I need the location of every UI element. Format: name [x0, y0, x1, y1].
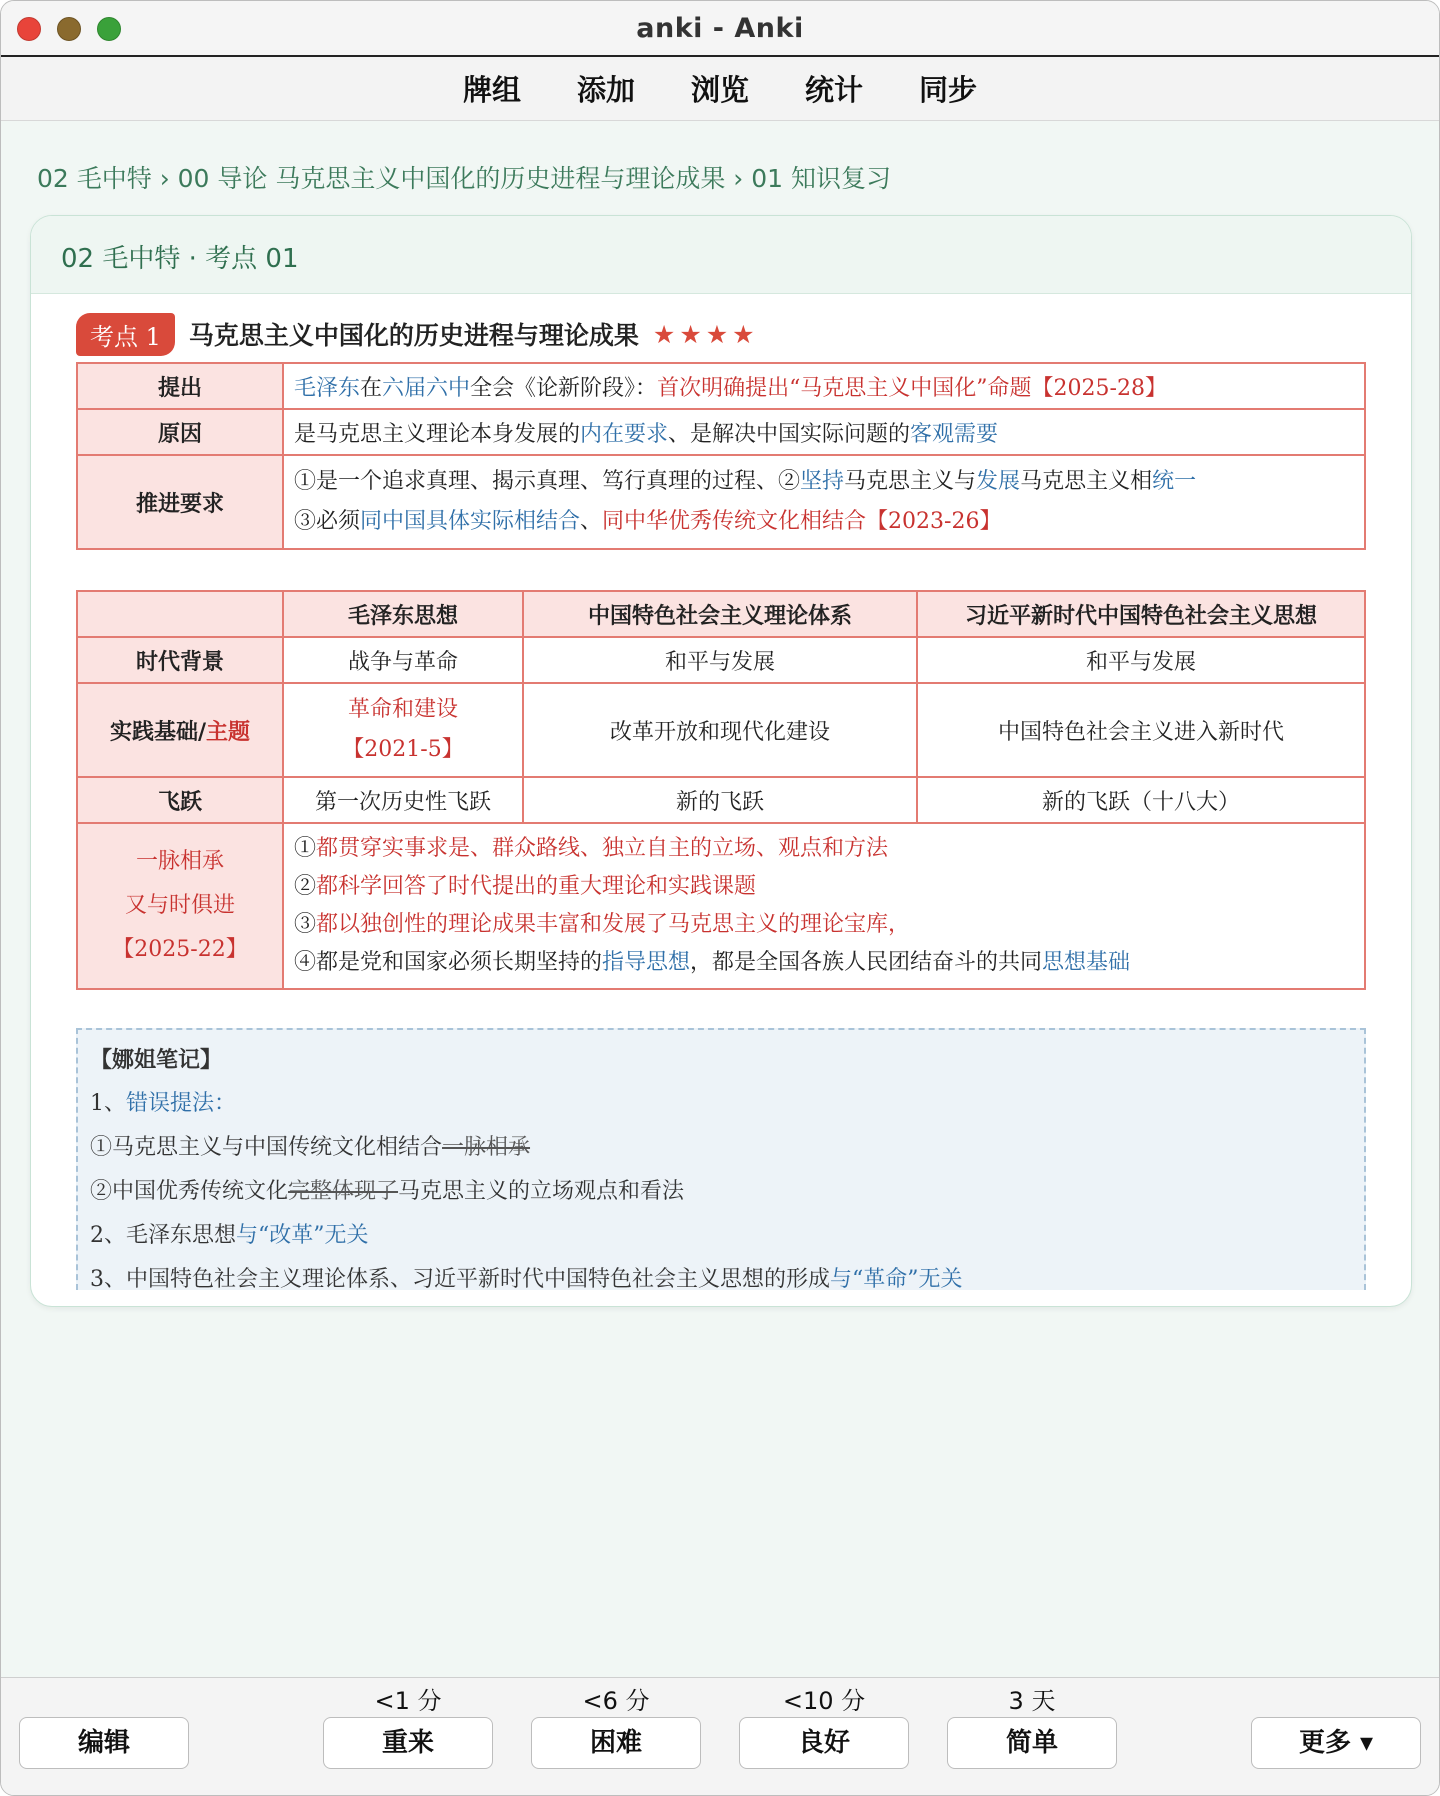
hard-button[interactable]: 困难: [531, 1717, 701, 1769]
row-label: 原因: [77, 409, 283, 455]
row-label: 时代背景: [77, 637, 283, 683]
window-title: anki - Anki: [636, 13, 804, 44]
column-header: 中国特色社会主义理论体系: [523, 591, 917, 637]
table-cell: 战争与革命: [283, 637, 523, 683]
row-value: 毛泽东在六届六中全会《论新阶段》：首次明确提出“马克思主义中国化”命题【2025-28】: [283, 363, 1365, 409]
notes-box: [76, 1028, 1366, 1290]
note-line: 2、毛泽东思想与“改革”无关: [90, 1223, 369, 1248]
answer-bar: [1, 1677, 1439, 1796]
kaodian-badge: 考点 1: [76, 313, 175, 356]
title-bar: [1, 1, 1439, 57]
note-line: 1、错误提法：: [90, 1091, 237, 1116]
row-label: 提出: [77, 363, 283, 409]
note-line: 3、中国特色社会主义理论体系、习近平新时代中国特色社会主义思想的形成与“革命”无关: [90, 1267, 963, 1292]
table-cell: 和平与发展: [523, 637, 917, 683]
note-line: ②中国优秀传统文化完整体现了马克思主义的立场观点和看法: [90, 1179, 685, 1204]
main-toolbar: [1, 57, 1439, 121]
table-row: [77, 363, 1365, 409]
row-label: 推进要求: [77, 455, 283, 549]
importance-stars: ★★★★: [652, 319, 759, 349]
again-due: <1 分: [374, 1687, 442, 1715]
notes-title: 【娜姐笔记】: [90, 1047, 223, 1073]
card-header: 02 毛中特 · 考点 01: [31, 216, 1411, 294]
column-header: 习近平新时代中国特色社会主义思想: [917, 591, 1365, 637]
deck-breadcrumb: 02 毛中特 › 00 导论 马克思主义中国化的历史进程与理论成果 › 01 知识复习: [37, 164, 892, 193]
easy-button[interactable]: 简单: [947, 1717, 1117, 1769]
table-cell: ①都贯穿实事求是、群众路线、独立自主的立场、观点和方法 ②都科学回答了时代提出的重大理论和实践课题 ③都以独创性的理论成果丰富和发展了马克思主义的理论宝库， ④都是党和国家必须长期坚持的指导思想，都是全国各族人民团结奋斗的共同思想基础: [283, 823, 1365, 989]
more-button[interactable]: 更多 ▾: [1251, 1717, 1421, 1769]
toolbar-add-link[interactable]: 添加: [576, 73, 635, 107]
toolbar-browse-link[interactable]: 浏览: [690, 73, 749, 107]
kaodian-heading: [76, 314, 1366, 354]
toolbar-sync-link[interactable]: 同步: [919, 73, 978, 107]
row-label: 实践基础/主题: [77, 683, 283, 777]
overview-table: [76, 362, 1366, 550]
again-button[interactable]: 重来: [323, 1717, 493, 1769]
table-cell: 和平与发展: [917, 637, 1365, 683]
table-cell: 第一次历史性飞跃: [283, 777, 523, 823]
row-label: 一脉相承 又与时俱进 【2025-22】: [77, 823, 283, 989]
table-cell: 新的飞跃: [523, 777, 917, 823]
table-row: [77, 683, 1365, 777]
column-header: [77, 591, 283, 637]
row-label: 飞跃: [77, 777, 283, 823]
table-row: [77, 455, 1365, 549]
table-cell: 新的飞跃（十八大）: [917, 777, 1365, 823]
card-content: [76, 314, 1366, 1290]
kaodian-title: 马克思主义中国化的历史进程与理论成果: [188, 321, 639, 350]
table-cell: 中国特色社会主义进入新时代: [917, 683, 1365, 777]
row-value: 是马克思主义理论本身发展的内在要求、是解决中国实际问题的客观需要: [283, 409, 1365, 455]
edit-button[interactable]: 编辑: [19, 1717, 189, 1769]
note-line: ①马克思主义与中国传统文化相结合一脉相承: [90, 1135, 531, 1160]
table-row: [77, 637, 1365, 683]
hard-due: <6 分: [582, 1687, 650, 1715]
good-button[interactable]: 良好: [739, 1717, 909, 1769]
easy-due: 3 天: [1008, 1687, 1056, 1715]
table-cell: 改革开放和现代化建设: [523, 683, 917, 777]
comparison-table: [76, 590, 1366, 990]
table-cell: 革命和建设 【2021-5】: [283, 683, 523, 777]
row-value: ①是一个追求真理、揭示真理、笃行真理的过程、②坚持马克思主义与发展马克思主义相统一 ③必须同中国具体实际相结合、同中华优秀传统文化相结合【2023-26】: [283, 455, 1365, 549]
table-header-row: [77, 591, 1365, 637]
table-row: [77, 409, 1365, 455]
toolbar-stats-link[interactable]: 统计: [805, 73, 864, 107]
toolbar-decks-link[interactable]: 牌组: [462, 73, 521, 107]
table-row: [77, 823, 1365, 989]
column-header: 毛泽东思想: [283, 591, 523, 637]
table-row: [77, 777, 1365, 823]
review-card: [30, 215, 1412, 1307]
good-due: <10 分: [782, 1687, 866, 1715]
